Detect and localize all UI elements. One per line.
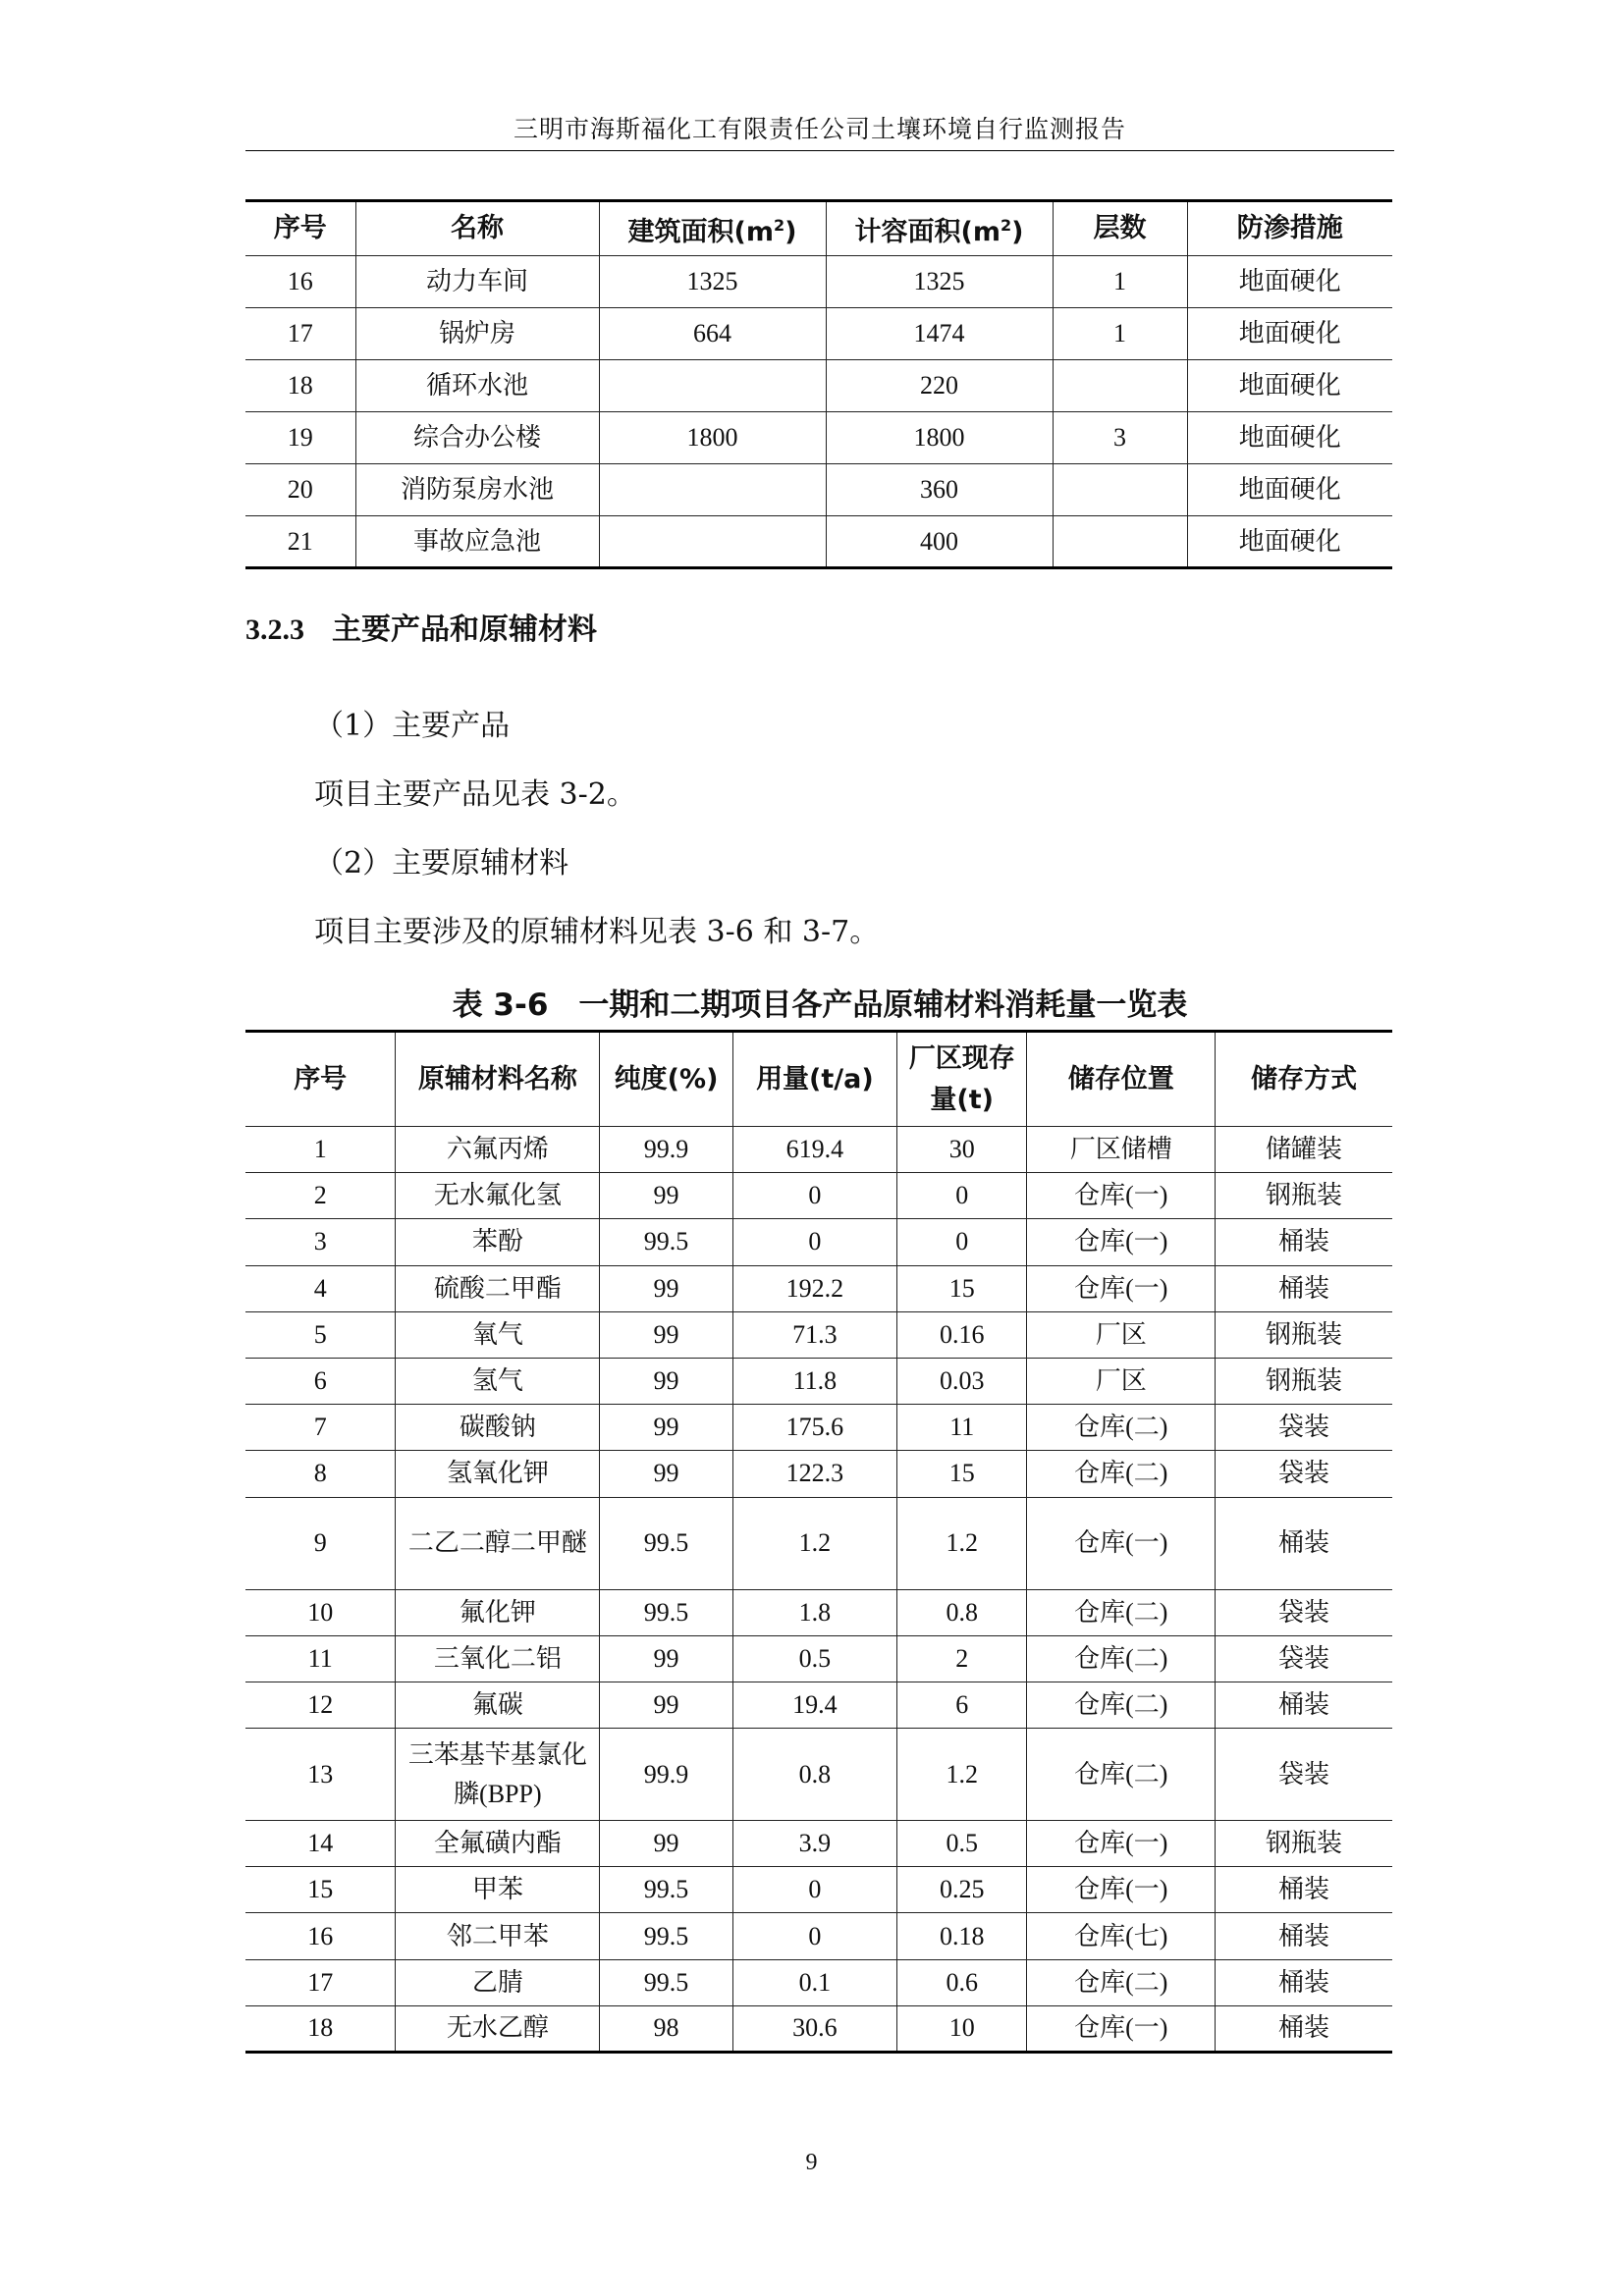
table-cell: 桶装 — [1216, 1265, 1392, 1311]
table-cell: 8 — [245, 1451, 396, 1497]
table-cell: 仓库(一) — [1027, 1867, 1216, 1913]
table-cell: 无水氟化氢 — [396, 1173, 600, 1219]
table-row — [245, 256, 1392, 308]
table-cell: 18 — [245, 2005, 396, 2052]
table-cell: 地面硬化 — [1187, 360, 1392, 412]
superscript: 2 — [774, 215, 785, 235]
table-cell: 地面硬化 — [1187, 256, 1392, 308]
table-cell: 3.9 — [732, 1821, 896, 1867]
table-cell: 硫酸二甲酯 — [396, 1265, 600, 1311]
table-cell: 71.3 — [732, 1311, 896, 1358]
table-cell: 18 — [245, 360, 355, 412]
table-cell: 苯酚 — [396, 1219, 600, 1265]
table-cell: 1800 — [599, 412, 826, 464]
table-cell: 6 — [896, 1682, 1026, 1728]
table-row — [245, 1589, 1392, 1635]
table-header-row — [245, 1032, 1392, 1127]
table-row — [245, 308, 1392, 360]
table-cell: 14 — [245, 1821, 396, 1867]
table-cell: 桶装 — [1216, 1219, 1392, 1265]
table-cell: 619.4 — [732, 1127, 896, 1173]
table-row — [245, 1127, 1392, 1173]
table-cell — [599, 360, 826, 412]
table-cell: 全氟磺内酯 — [396, 1821, 600, 1867]
table-cell: 21 — [245, 516, 355, 568]
table-cell: 0 — [732, 1173, 896, 1219]
table-row — [245, 464, 1392, 516]
table-cell: 3 — [245, 1219, 396, 1265]
table-cell: 桶装 — [1216, 1867, 1392, 1913]
table-cell: 99 — [600, 1682, 733, 1728]
table-cell: 三苯基苄基氯化膦(BPP) — [396, 1729, 600, 1821]
table-cell: 400 — [826, 516, 1053, 568]
table-cell: 6 — [245, 1358, 396, 1404]
table-cell: 11 — [896, 1405, 1026, 1451]
table-cell — [1053, 360, 1187, 412]
table-cell: 2 — [245, 1173, 396, 1219]
table-cell: 地面硬化 — [1187, 464, 1392, 516]
column-header-label: 建筑面积(m — [627, 216, 774, 247]
table-cell: 仓库(二) — [1027, 1405, 1216, 1451]
table-row — [245, 1219, 1392, 1265]
table-cell: 1.2 — [896, 1729, 1026, 1821]
table-cell: 1.2 — [732, 1497, 896, 1589]
table-cell: 厂区储槽 — [1027, 1127, 1216, 1173]
column-header-label: 计容面积(m — [854, 216, 1001, 247]
table-cell: 氢氧化钾 — [396, 1451, 600, 1497]
table-cell: 99 — [600, 1635, 733, 1682]
table-row — [245, 1913, 1392, 1959]
table-row — [245, 1729, 1392, 1821]
table-cell: 1474 — [826, 308, 1053, 360]
table-cell: 仓库(一) — [1027, 1219, 1216, 1265]
table-cell: 4 — [245, 1265, 396, 1311]
table-cell: 袋装 — [1216, 1451, 1392, 1497]
table-row — [245, 412, 1392, 464]
table-cell: 0.8 — [896, 1589, 1026, 1635]
table-cell: 钢瓶装 — [1216, 1173, 1392, 1219]
table-cell: 30 — [896, 1127, 1026, 1173]
table-cell: 氟碳 — [396, 1682, 600, 1728]
table-cell: 99.9 — [600, 1127, 733, 1173]
table-cell: 钢瓶装 — [1216, 1358, 1392, 1404]
table-row — [245, 1867, 1392, 1913]
table-cell: 0.5 — [732, 1635, 896, 1682]
table-cell: 3 — [1053, 412, 1187, 464]
column-header: 用量(t/a) — [732, 1032, 896, 1127]
table-cell: 99.9 — [600, 1729, 733, 1821]
table-cell: 甲苯 — [396, 1867, 600, 1913]
table-cell: 仓库(二) — [1027, 1682, 1216, 1728]
table-cell: 360 — [826, 464, 1053, 516]
table-cell: 0.18 — [896, 1913, 1026, 1959]
superscript: 2 — [1001, 215, 1012, 235]
table-cell: 15 — [896, 1265, 1026, 1311]
table-cell: 桶装 — [1216, 1913, 1392, 1959]
table-cell: 0.8 — [732, 1729, 896, 1821]
table-cell: 仓库(一) — [1027, 1821, 1216, 1867]
paragraph-main-products: 项目主要产品见表 3-2。 — [314, 777, 636, 812]
table-cell: 袋装 — [1216, 1405, 1392, 1451]
table-cell: 12 — [245, 1682, 396, 1728]
table-cell: 0.5 — [896, 1821, 1026, 1867]
table-cell: 1325 — [599, 256, 826, 308]
table-cell: 9 — [245, 1497, 396, 1589]
column-header: 原辅材料名称 — [396, 1032, 600, 1127]
table-cell: 15 — [245, 1867, 396, 1913]
table-cell: 1800 — [826, 412, 1053, 464]
materials-table — [245, 1030, 1392, 2054]
column-header: 层数 — [1053, 201, 1187, 256]
table-row — [245, 516, 1392, 568]
table-cell: 碳酸钠 — [396, 1405, 600, 1451]
table-cell: 综合办公楼 — [355, 412, 599, 464]
table-cell: 16 — [245, 1913, 396, 1959]
table-cell: 192.2 — [732, 1265, 896, 1311]
table-cell: 17 — [245, 308, 355, 360]
table-cell: 锅炉房 — [355, 308, 599, 360]
table-cell: 0 — [732, 1219, 896, 1265]
paragraph-raw-materials-label: （2）主要原辅材料 — [314, 846, 569, 881]
column-header — [826, 201, 1053, 256]
table-cell: 13 — [245, 1729, 396, 1821]
table-cell: 地面硬化 — [1187, 516, 1392, 568]
column-header: 纯度(%) — [600, 1032, 733, 1127]
table-cell: 桶装 — [1216, 1959, 1392, 2005]
table-cell: 仓库(二) — [1027, 1959, 1216, 2005]
table-cell: 99.5 — [600, 1867, 733, 1913]
table-cell: 储罐装 — [1216, 1127, 1392, 1173]
table-cell: 99 — [600, 1821, 733, 1867]
table-cell: 220 — [826, 360, 1053, 412]
table-cell: 钢瓶装 — [1216, 1821, 1392, 1867]
table-cell: 1 — [245, 1127, 396, 1173]
table-cell: 0 — [896, 1173, 1026, 1219]
column-header: 防渗措施 — [1187, 201, 1392, 256]
table-cell: 仓库(二) — [1027, 1589, 1216, 1635]
table-cell: 99 — [600, 1451, 733, 1497]
table-cell: 99 — [600, 1265, 733, 1311]
table-cell: 1 — [1053, 308, 1187, 360]
table-cell: 仓库(一) — [1027, 1497, 1216, 1589]
table-cell: 袋装 — [1216, 1635, 1392, 1682]
table-cell: 99 — [600, 1311, 733, 1358]
table-cell: 仓库(一) — [1027, 1265, 1216, 1311]
table-row — [245, 1682, 1392, 1728]
table-cell: 19.4 — [732, 1682, 896, 1728]
column-header: 名称 — [355, 201, 599, 256]
column-header: 储存方式 — [1216, 1032, 1392, 1127]
table-cell: 氧气 — [396, 1311, 600, 1358]
table-cell: 15 — [896, 1451, 1026, 1497]
table-header-row — [245, 201, 1392, 256]
table-cell — [599, 464, 826, 516]
table-row — [245, 1173, 1392, 1219]
table-row — [245, 1635, 1392, 1682]
table-cell: 事故应急池 — [355, 516, 599, 568]
table-row — [245, 1959, 1392, 2005]
column-header: 厂区现存量(t) — [896, 1032, 1026, 1127]
table-cell: 99 — [600, 1173, 733, 1219]
table-cell: 664 — [599, 308, 826, 360]
section-title: 主要产品和原辅材料 — [332, 613, 597, 647]
table-cell: 桶装 — [1216, 1682, 1392, 1728]
table-cell: 无水乙醇 — [396, 2005, 600, 2052]
table-cell: 仓库(二) — [1027, 1635, 1216, 1682]
table-cell: 99 — [600, 1405, 733, 1451]
table-cell: 邻二甲苯 — [396, 1913, 600, 1959]
table-cell: 动力车间 — [355, 256, 599, 308]
table-cell: 1.2 — [896, 1497, 1026, 1589]
table-cell — [1053, 516, 1187, 568]
table-cell: 消防泵房水池 — [355, 464, 599, 516]
table-cell: 10 — [896, 2005, 1026, 2052]
section-number: 3.2.3 — [245, 614, 304, 646]
table-cell: 仓库(七) — [1027, 1913, 1216, 1959]
header-rule — [245, 150, 1394, 151]
table-cell: 二乙二醇二甲醚 — [396, 1497, 600, 1589]
table-cell: 三氧化二铝 — [396, 1635, 600, 1682]
table-cell: 99.5 — [600, 1589, 733, 1635]
table-cell: 厂区 — [1027, 1311, 1216, 1358]
table-cell: 99.5 — [600, 1497, 733, 1589]
table-cell: 11 — [245, 1635, 396, 1682]
table-row — [245, 360, 1392, 412]
table-cell: 地面硬化 — [1187, 308, 1392, 360]
table-cell: 仓库(二) — [1027, 1451, 1216, 1497]
table-cell: 0.25 — [896, 1867, 1026, 1913]
table-cell: 175.6 — [732, 1405, 896, 1451]
table-cell: 氟化钾 — [396, 1589, 600, 1635]
table-cell: 7 — [245, 1405, 396, 1451]
table-cell — [1053, 464, 1187, 516]
table-cell: 0.1 — [732, 1959, 896, 2005]
table-cell: 19 — [245, 412, 355, 464]
table-cell: 0.6 — [896, 1959, 1026, 2005]
table-cell: 0.16 — [896, 1311, 1026, 1358]
paragraph-main-products-label: （1）主要产品 — [314, 709, 511, 743]
table-row — [245, 1405, 1392, 1451]
table-cell: 桶装 — [1216, 1497, 1392, 1589]
table-cell: 30.6 — [732, 2005, 896, 2052]
table-row — [245, 2005, 1392, 2052]
page-header: 三明市海斯福化工有限责任公司土壤环境自行监测报告 — [513, 115, 1126, 143]
table-cell: 5 — [245, 1311, 396, 1358]
table-row — [245, 1265, 1392, 1311]
table-cell: 98 — [600, 2005, 733, 2052]
table-cell: 11.8 — [732, 1358, 896, 1404]
table-cell: 99.5 — [600, 1219, 733, 1265]
column-header-close: ) — [1011, 216, 1024, 247]
column-header-close: ) — [784, 216, 797, 247]
table-cell: 122.3 — [732, 1451, 896, 1497]
table-cell: 17 — [245, 1959, 396, 2005]
table-cell: 0 — [732, 1867, 896, 1913]
table-cell: 99.5 — [600, 1959, 733, 2005]
table-cell: 氢气 — [396, 1358, 600, 1404]
table-cell: 袋装 — [1216, 1589, 1392, 1635]
table-cell — [599, 516, 826, 568]
table-cell: 20 — [245, 464, 355, 516]
table-cell: 0 — [896, 1219, 1026, 1265]
table-cell: 乙腈 — [396, 1959, 600, 2005]
column-header: 序号 — [245, 1032, 396, 1127]
buildings-table — [245, 199, 1392, 569]
table-cell: 地面硬化 — [1187, 412, 1392, 464]
table-cell: 2 — [896, 1635, 1026, 1682]
table-cell: 仓库(一) — [1027, 1173, 1216, 1219]
table-cell: 1.8 — [732, 1589, 896, 1635]
table-cell: 袋装 — [1216, 1729, 1392, 1821]
page-number: 9 — [805, 2150, 818, 2175]
table-cell: 16 — [245, 256, 355, 308]
table-cell: 1325 — [826, 256, 1053, 308]
table-caption: 表 3-6 一期和二期项目各产品原辅材料消耗量一览表 — [452, 988, 1188, 1023]
table-cell: 厂区 — [1027, 1358, 1216, 1404]
table-cell: 六氟丙烯 — [396, 1127, 600, 1173]
table-cell: 仓库(二) — [1027, 1729, 1216, 1821]
column-header: 储存位置 — [1027, 1032, 1216, 1127]
table-cell: 钢瓶装 — [1216, 1311, 1392, 1358]
table-cell: 10 — [245, 1589, 396, 1635]
column-header — [599, 201, 826, 256]
column-header: 序号 — [245, 201, 355, 256]
table-row — [245, 1821, 1392, 1867]
table-cell: 1 — [1053, 256, 1187, 308]
paragraph-raw-materials: 项目主要涉及的原辅材料见表 3-6 和 3-7。 — [314, 915, 880, 949]
table-cell: 仓库(一) — [1027, 2005, 1216, 2052]
table-cell: 0.03 — [896, 1358, 1026, 1404]
table-row — [245, 1497, 1392, 1589]
table-row — [245, 1311, 1392, 1358]
table-cell: 99 — [600, 1358, 733, 1404]
table-cell: 循环水池 — [355, 360, 599, 412]
table-cell: 99.5 — [600, 1913, 733, 1959]
table-row — [245, 1358, 1392, 1404]
table-cell: 桶装 — [1216, 2005, 1392, 2052]
table-row — [245, 1451, 1392, 1497]
table-cell: 0 — [732, 1913, 896, 1959]
section-heading — [245, 605, 597, 648]
